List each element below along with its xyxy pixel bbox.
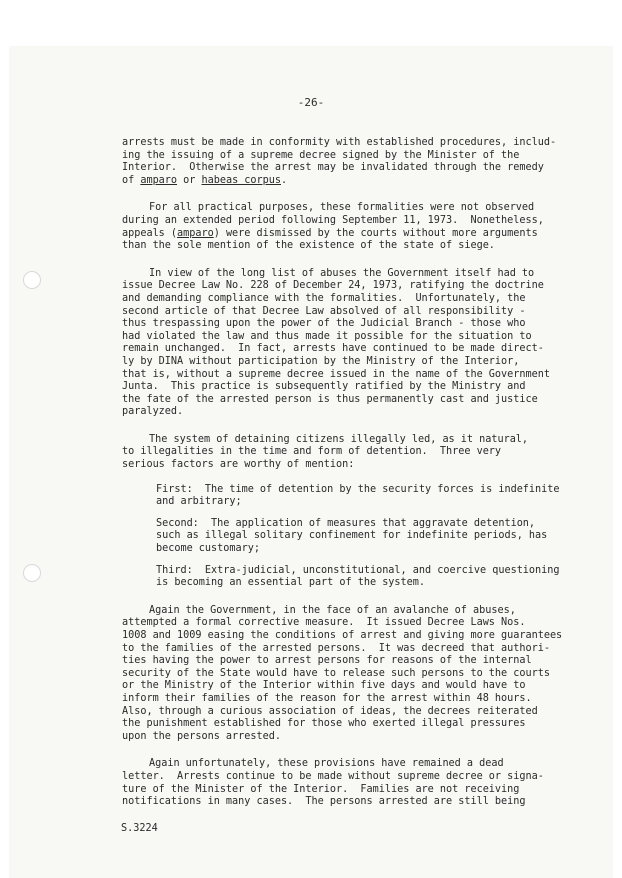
text-line: ture of the Minister of the Interior. Families are not receiving [122,783,520,795]
text-fragment: or [177,174,202,186]
text-line: ly by DINA without participation by the Ministry of the Interior, [122,355,520,367]
text-line: Again the Government, in the face of an avalanche of abuses, [149,604,516,616]
text-line: letter. Arrests continue to be made without supreme decree or signa- [122,770,544,782]
text-fragment: of [122,174,141,186]
text-line: attempted a formal corrective measure. It issued Decree Laws Nos. [122,617,526,629]
text-line: Again unfortunately, these provisions have remained a dead [149,758,504,770]
factor-first [122,483,560,509]
text-line: that is, without a supreme decree issued in the name of the Government [122,368,550,380]
text-line: serious factors are worthy of mention: [122,459,355,471]
text-line: than the sole mention of the existence of the state of siege. [122,240,495,252]
text-line: during an extended period following September 11, 1973. Nonetheless, [122,214,544,226]
text-line [122,175,540,188]
text-line: and arbitrary; [156,496,242,508]
paragraph-illegal-detention [122,434,540,472]
text-line: security of the State would have to release such persons to the courts [122,667,550,679]
text-line: such as illegal solitary confinement for indefinite periods, has [156,530,548,542]
text-line: For all practical purposes, these formalities were not observed [149,202,535,214]
text-line: to illegalities in the time and form of detention. Three very [122,446,502,458]
text-line: Third: Extra-judicial, unconstitutional, and coercive questioning [156,564,560,576]
text-line: Interior. Otherwise the arrest may be invalidated through the remedy [122,162,544,174]
text-line: Second: The application of measures that aggravate detention, [156,517,536,529]
text-line: had violated the law and thus made it possible for the situation to [122,330,532,342]
punch-hole-top [23,271,41,289]
paragraph-decree-laws-1008-1009 [122,604,563,744]
text-line: inform their families of the reason for the arrest within 48 hours. [122,692,532,704]
underlined-term-habeas-corpus: habeas corpus [201,174,281,186]
text-line: arrests must be made in conformity with established procedures, includ- [122,137,557,148]
text-line: notifications in many cases. The persons arrested are still being [122,796,526,808]
text-line: the fate of the arrested person is thus permanently cast and justice [122,393,538,405]
paragraph-dead-letter [122,758,544,808]
text-line: remain unchanged. In fact, arrests have continued to be made direct- [122,343,544,355]
paragraph-arrest-procedures [122,137,557,187]
text-line: paralyzed. [122,406,184,418]
text-fragment: appeals ( [122,227,178,239]
text-line: become customary; [156,543,260,555]
text-fragment: . [280,174,288,186]
text-line: First: The time of detention by the security forces is indefinite [156,483,560,495]
underlined-term-amparo: amparo [177,227,214,239]
paragraph-formalities-ignored [122,202,544,252]
punch-hole-bottom [23,564,41,582]
text-line: thus trespassing upon the power of the Judicial Branch - those who [122,318,526,330]
text-line: the punishment established for those who exerted illegal pressures [122,718,526,730]
text-line: issue Decree Law No. 228 of December 24, 1973, ratifying the doctrine [122,280,544,292]
text-line: second article of that Decree Law absolved of all responsibility - [122,305,526,317]
text-line: Junta. This practice is subsequently ratified by the Ministry and [122,381,526,393]
paragraph-decree-law-228 [122,267,550,419]
text-line: ing the issuing of a supreme decree signed by the Minister of the [122,149,520,161]
text-fragment: ) were dismissed by the courts without more arguments [213,227,538,239]
text-line: ties having the power to arrest persons for reasons of the internal [122,655,532,667]
text-line [122,228,540,241]
factor-third [122,564,560,590]
text-line: and demanding compliance with the formalities. Unfortunately, the [122,292,526,304]
text-line: is becoming an essential part of the system. [156,577,425,589]
factor-second [122,517,548,556]
document-body [122,137,563,824]
underlined-term-amparo: amparo [140,174,178,186]
text-line: to the families of the arrested persons. It was decreed that authori- [122,642,550,654]
text-line: Also, through a curious association of ideas, the decrees reiterated [122,705,538,717]
page-number: -26- [297,96,325,109]
text-line: or the Ministry of the Interior within five days and would have to [122,680,526,692]
text-line: The system of detaining citizens illegally led, as it natural, [149,433,529,445]
document-code: S.3224 [121,823,158,834]
text-line: 1008 and 1009 easing the conditions of arrest and giving more guarantees [122,630,563,641]
text-line: In view of the long list of abuses the Government itself had to [149,267,535,279]
text-line: upon the persons arrested. [122,730,281,742]
